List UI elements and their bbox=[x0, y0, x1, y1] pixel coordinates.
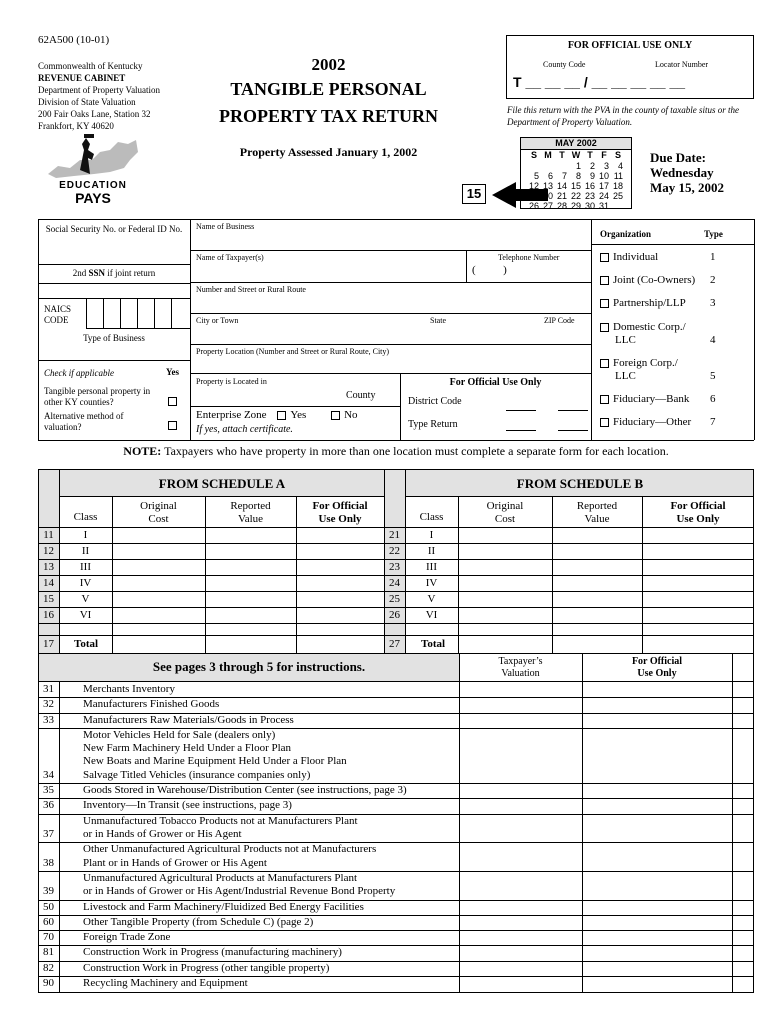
org-fiduciary-other[interactable]: Fiduciary—Other bbox=[600, 416, 691, 428]
sched-b-total-label: Total bbox=[421, 638, 446, 650]
county-label: County bbox=[346, 390, 376, 401]
sched-b-reported-header: Reported Value bbox=[576, 500, 618, 525]
agency-block bbox=[38, 60, 160, 132]
taxpayer-valuation-field[interactable] bbox=[460, 842, 581, 870]
form-title-1: TANGIBLE PERSONAL bbox=[230, 79, 427, 99]
sched-a-class: IV bbox=[79, 577, 92, 589]
calendar-date: 28 bbox=[556, 201, 567, 211]
file-note: File this return with the PVA in the county of taxable situs or the Department of Property Valuation. bbox=[507, 105, 740, 127]
official-use-label: For Official Use Only bbox=[449, 377, 542, 388]
line-number: 70 bbox=[43, 931, 54, 944]
calendar-date: 15 bbox=[570, 181, 581, 191]
line-description: Unmanufactured Tobacco Products not at Manufacturers Plant or in Hands of Grower or His Agent bbox=[83, 814, 358, 840]
enterprise-zone-row bbox=[196, 409, 358, 421]
note-text: Taxpayers who have property in more than one location must complete a separate form for each location. bbox=[161, 444, 669, 458]
official-use-header: For Official Use Only bbox=[631, 656, 683, 679]
line-number: 35 bbox=[43, 784, 54, 797]
note-bold: NOTE: bbox=[123, 444, 162, 458]
question-other-counties: Tangible personal property in other KY counties? bbox=[44, 386, 151, 407]
line-description: Construction Work in Progress (other tangible property) bbox=[83, 961, 330, 974]
calendar-day: M bbox=[544, 150, 552, 160]
business-name-label: Name of Business bbox=[196, 222, 255, 231]
sched-a-class: I bbox=[83, 529, 88, 541]
sched-a-reported-header: Reported Value bbox=[230, 500, 271, 525]
org-type-num: 5 bbox=[710, 370, 716, 382]
form-id: 62A500 (10-01) bbox=[38, 34, 110, 46]
org-type-num: 3 bbox=[710, 297, 716, 309]
sched-a-class-header: Class bbox=[73, 511, 98, 523]
question-alt-valuation: Alternative method of valuation? bbox=[44, 411, 124, 432]
telephone-field[interactable]: ( ) bbox=[472, 264, 507, 276]
naics-code-field[interactable] bbox=[86, 298, 190, 328]
calendar bbox=[520, 137, 632, 209]
due-date-label: Due Date: bbox=[650, 150, 706, 165]
calendar-date: 20 bbox=[542, 191, 553, 201]
enterprise-yes-label: Yes bbox=[290, 409, 307, 421]
sched-b-line-num: 26 bbox=[389, 609, 400, 621]
calendar-date: 3 bbox=[604, 161, 610, 171]
taxpayer-valuation-field[interactable] bbox=[460, 930, 581, 944]
line-number: 33 bbox=[43, 713, 54, 726]
alt-valuation-checkbox[interactable] bbox=[168, 421, 177, 430]
calendar-date: 16 bbox=[585, 181, 596, 191]
calendar-day: T bbox=[587, 150, 593, 160]
calendar-date: 13 bbox=[542, 181, 553, 191]
naics-label: NAICS CODE bbox=[44, 304, 72, 325]
sched-b-official-header: For Official Use Only bbox=[670, 500, 726, 525]
business-name-field[interactable] bbox=[191, 232, 591, 250]
other-counties-checkbox[interactable] bbox=[168, 397, 177, 406]
org-type-label: Type bbox=[704, 229, 723, 239]
calendar-day: W bbox=[571, 150, 581, 160]
yes-header: Yes bbox=[166, 367, 179, 377]
sched-b-line-num: 25 bbox=[389, 593, 400, 605]
org-type-num: 7 bbox=[710, 416, 716, 428]
sched-b-class: I bbox=[429, 529, 434, 541]
located-in-label: Property is Located in bbox=[196, 377, 267, 386]
line-number: 37 bbox=[43, 828, 54, 840]
taxpayer-name-label: Name of Taxpayer(s) bbox=[196, 253, 264, 262]
sched-a-line-num: 13 bbox=[43, 561, 54, 573]
sched-b-line-num: 23 bbox=[389, 561, 400, 573]
line-description: Goods Stored in Warehouse/Distribution Center (see instructions, page 3) bbox=[83, 784, 407, 797]
agency-line: REVENUE CABINET bbox=[38, 73, 126, 83]
calendar-date: 2 bbox=[590, 161, 596, 171]
type-business-label: Type of Business bbox=[83, 333, 145, 343]
line-number: 39 bbox=[43, 885, 54, 898]
taxpayer-valuation-field[interactable] bbox=[460, 961, 581, 975]
district-code-label: District Code bbox=[408, 396, 462, 407]
sched-a-line-num: 14 bbox=[43, 577, 54, 589]
line-number: 90 bbox=[43, 977, 54, 989]
enterprise-yes-checkbox[interactable] bbox=[277, 411, 286, 420]
ssn2-pre: 2nd bbox=[72, 268, 89, 278]
page-badge: 15 bbox=[462, 184, 486, 204]
calendar-date: 19 bbox=[528, 191, 539, 201]
sched-a-class: V bbox=[81, 593, 90, 605]
calendar-date: 9 bbox=[590, 171, 596, 181]
sched-b-class: VI bbox=[425, 609, 438, 621]
taxpayer-valuation-field[interactable] bbox=[460, 945, 581, 959]
sched-b-class-header: Class bbox=[419, 511, 444, 523]
property-location-label: Property Location (Number and Street or Rural Route, City) bbox=[196, 347, 390, 356]
taxpayer-valuation-field[interactable] bbox=[460, 871, 581, 899]
taxpayer-valuation-field[interactable] bbox=[460, 713, 581, 727]
sched-a-total-label: Total bbox=[74, 638, 99, 650]
org-type-num: 4 bbox=[710, 334, 716, 346]
street-field[interactable] bbox=[191, 294, 591, 312]
line-description: Recycling Machinery and Equipment bbox=[83, 977, 248, 989]
calendar-date: 8 bbox=[575, 171, 581, 181]
calendar-date: 25 bbox=[613, 191, 624, 201]
enterprise-zone-label: Enterprise Zone bbox=[196, 409, 267, 421]
line-description: Construction Work in Progress (manufacturing machinery) bbox=[83, 946, 342, 959]
calendar-date: 18 bbox=[613, 181, 624, 191]
locator-number-label: Locator Number bbox=[655, 60, 709, 69]
calendar-date: 11 bbox=[613, 171, 624, 181]
sched-b-line-num: 24 bbox=[389, 577, 400, 589]
line-description: Other Unmanufactured Agricultural Products not at Manufacturers Plant or in Hands of Grower or His Agent bbox=[83, 843, 377, 869]
line-description: Other Tangible Property (from Schedule C) (page 2) bbox=[83, 915, 314, 928]
sched-a-line-num: 12 bbox=[43, 545, 54, 557]
ssn2-post: if joint return bbox=[105, 268, 156, 278]
taxpayer-valuation-field[interactable] bbox=[460, 783, 581, 797]
org-fiduciary-bank[interactable]: Fiduciary—Bank bbox=[600, 393, 689, 405]
calendar-day: S bbox=[615, 150, 622, 160]
taxpayer-valuation-field[interactable] bbox=[460, 798, 581, 812]
line-number: 60 bbox=[43, 915, 54, 928]
kentucky-map-icon bbox=[44, 130, 142, 182]
sched-a-line-num: 15 bbox=[43, 593, 54, 605]
calendar-date: 26 bbox=[528, 201, 539, 211]
sched-b-line-num: 27 bbox=[389, 638, 400, 650]
calendar-date: 21 bbox=[556, 191, 567, 201]
line-description: Motor Vehicles Held for Sale (dealers only) New Farm Machinery Held Under a Floor Plan New Boats and Marine Equipment Held Under a Floor Plan Salvage Titled Vehicles (insurance companies only) bbox=[83, 728, 347, 781]
calendar-date: 22 bbox=[570, 191, 581, 201]
org-domestic-corp[interactable]: Domestic Corp./ LLC bbox=[600, 321, 686, 347]
sched-b-original-header: Original Cost bbox=[486, 500, 524, 525]
calendar-date bbox=[611, 201, 625, 211]
org-foreign-corp[interactable]: Foreign Corp./ LLC bbox=[600, 357, 678, 383]
check-applicable-label: Check if applicable bbox=[44, 368, 114, 378]
line-number: 81 bbox=[43, 946, 54, 959]
calendar-month: MAY 2002 bbox=[521, 138, 631, 150]
city-label: City or Town bbox=[196, 316, 239, 325]
sched-a-class: III bbox=[80, 561, 91, 573]
org-type-num: 6 bbox=[710, 393, 716, 405]
organization-label: Organization bbox=[600, 229, 651, 239]
calendar-date: 7 bbox=[561, 171, 567, 181]
agency-line: Department of Property Valuation bbox=[38, 85, 161, 95]
calendar-day: T bbox=[559, 150, 565, 160]
sched-b-class: V bbox=[427, 593, 436, 605]
line-number: 34 bbox=[43, 768, 54, 781]
city-state-zip-field[interactable] bbox=[191, 326, 591, 344]
calendar-day: S bbox=[530, 150, 537, 160]
type-return-label: Type Return bbox=[408, 419, 458, 430]
calendar-date: 30 bbox=[585, 201, 596, 211]
instructions-heading: See pages 3 through 5 for instructions. bbox=[152, 659, 366, 674]
assessed-date: Property Assessed January 1, 2002 bbox=[239, 145, 418, 159]
calendar-date: 27 bbox=[542, 201, 553, 211]
calendar-date: 4 bbox=[618, 161, 624, 171]
calendar-date bbox=[527, 161, 541, 171]
calendar-date: 17 bbox=[599, 181, 610, 191]
sched-b-class: IV bbox=[425, 577, 438, 589]
calendar-date bbox=[555, 161, 569, 171]
agency-line: Division of State Valuation bbox=[38, 97, 136, 107]
line-description: Livestock and Farm Machinery/Fluidized Bed Energy Facilities bbox=[83, 900, 364, 913]
sched-a-class: II bbox=[81, 545, 90, 557]
note bbox=[38, 444, 754, 459]
calendar-date: 29 bbox=[570, 201, 581, 211]
line-description: Manufacturers Raw Materials/Goods in Process bbox=[83, 713, 294, 726]
sched-a-line-num: 11 bbox=[43, 529, 54, 541]
calendar-date: 5 bbox=[533, 171, 539, 181]
calendar-day: F bbox=[601, 150, 607, 160]
t-code-field[interactable]: T __ __ __ / __ __ __ __ __ bbox=[513, 74, 686, 90]
due-date-day: Wednesday bbox=[650, 165, 714, 180]
org-type-num: 2 bbox=[710, 274, 716, 286]
calendar-date: 10 bbox=[599, 171, 610, 181]
line-description: Unmanufactured Agricultural Products at Manufacturers Plant or in Hands of Grower or His Agent/Industrial Revenue Bond Property bbox=[83, 871, 396, 898]
county-field[interactable] bbox=[191, 386, 341, 404]
line-description: Foreign Trade Zone bbox=[83, 931, 171, 944]
county-code-label: County Code bbox=[543, 60, 586, 69]
ssn2-field[interactable] bbox=[38, 264, 191, 284]
street-label: Number and Street or Rural Route bbox=[196, 285, 306, 294]
line-description: Merchants Inventory bbox=[83, 683, 175, 695]
due-date bbox=[650, 150, 724, 195]
logo-text-1: EDUCATION bbox=[59, 180, 127, 191]
due-date-value: May 15, 2002 bbox=[650, 180, 725, 195]
org-type-num: 1 bbox=[710, 251, 716, 263]
education-pays-logo bbox=[44, 130, 142, 206]
line-number: 38 bbox=[43, 856, 54, 869]
sched-a-official-header: For Official Use Only bbox=[312, 500, 368, 525]
org-joint[interactable]: Joint (Co-Owners) bbox=[600, 274, 695, 286]
sched-a-line-num: 17 bbox=[43, 638, 54, 650]
telephone-label: Telephone Number bbox=[498, 253, 560, 262]
logo-text-2: PAYS bbox=[75, 190, 111, 206]
taxpayer-valuation-field[interactable] bbox=[460, 682, 581, 696]
schedule-b-title: FROM SCHEDULE B bbox=[516, 476, 644, 491]
calendar-date: 1 bbox=[575, 161, 581, 171]
agency-line: Commonwealth of Kentucky bbox=[38, 61, 143, 71]
sched-b-class: III bbox=[426, 561, 437, 573]
calendar-grid bbox=[527, 150, 625, 211]
line-number: 31 bbox=[43, 683, 54, 695]
ssn2-bold: SSN bbox=[88, 268, 105, 278]
official-use-box bbox=[506, 35, 754, 99]
calendar-date: 31 bbox=[599, 201, 610, 211]
sched-a-line-num: 16 bbox=[43, 609, 54, 621]
enterprise-note: If yes, attach certificate. bbox=[196, 424, 293, 435]
taxpayer-name-field[interactable] bbox=[191, 262, 465, 282]
line-number: 50 bbox=[43, 900, 54, 913]
calendar-date: 14 bbox=[556, 181, 567, 191]
taxpayer-valuation-field[interactable] bbox=[460, 697, 581, 711]
form-title-2: PROPERTY TAX RETURN bbox=[218, 106, 439, 126]
enterprise-no-label: No bbox=[344, 409, 358, 421]
calendar-date: 6 bbox=[547, 171, 553, 181]
calendar-date bbox=[541, 161, 555, 171]
state-label: State bbox=[430, 316, 446, 325]
sched-b-class: II bbox=[427, 545, 436, 557]
schedule-a-title: FROM SCHEDULE A bbox=[158, 476, 286, 491]
line-number: 36 bbox=[43, 799, 54, 812]
line-description: Manufacturers Finished Goods bbox=[83, 698, 220, 711]
official-title: FOR OFFICIAL USE ONLY bbox=[567, 40, 693, 51]
sched-b-line-num: 21 bbox=[389, 529, 400, 541]
enterprise-no-checkbox[interactable] bbox=[331, 411, 340, 420]
calendar-date: 12 bbox=[528, 181, 539, 191]
line-description: Inventory—In Transit (see instructions, page 3) bbox=[83, 799, 292, 812]
org-partnership[interactable]: Partnership/LLP bbox=[600, 297, 686, 309]
property-location-field[interactable] bbox=[191, 356, 591, 372]
form-year: 2002 bbox=[311, 55, 346, 74]
sched-a-original-header: Original Cost bbox=[140, 500, 177, 525]
sched-a-class: VI bbox=[79, 609, 92, 621]
org-individual[interactable]: Individual bbox=[600, 251, 658, 263]
calendar-date: 23 bbox=[585, 191, 596, 201]
taxpayer-valuation-field[interactable] bbox=[460, 976, 581, 990]
taxpayer-valuation-field[interactable] bbox=[460, 915, 581, 929]
agency-line: 200 Fair Oaks Lane, Station 32 bbox=[38, 109, 151, 119]
taxpayer-valuation-header: Taxpayer’s Valuation bbox=[498, 656, 543, 679]
calendar-date: 24 bbox=[599, 191, 610, 201]
sched-b-line-num: 22 bbox=[389, 545, 400, 557]
taxpayer-valuation-field[interactable] bbox=[460, 900, 581, 914]
zip-label: ZIP Code bbox=[544, 316, 575, 325]
taxpayer-valuation-field[interactable] bbox=[460, 814, 581, 842]
ssn-label: Social Security No. or Federal ID No. bbox=[45, 224, 183, 234]
agency-line: Frankfort, KY 40620 bbox=[38, 121, 114, 131]
taxpayer-valuation-field[interactable] bbox=[460, 728, 581, 782]
line-number: 32 bbox=[43, 698, 54, 711]
line-number: 82 bbox=[43, 961, 54, 974]
